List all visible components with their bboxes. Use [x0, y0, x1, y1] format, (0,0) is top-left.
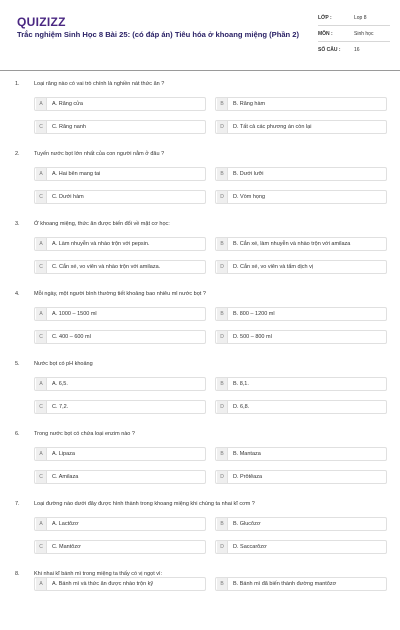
option-text: C. 7,2. [52, 404, 69, 410]
question-text: Trong nước bọt có chứa loại enzim nào ? [34, 431, 135, 437]
meta-label: LỚP : [318, 14, 332, 21]
meta-label: SỐ CÂU : [318, 46, 341, 53]
option-text: A. Lipaza [52, 451, 75, 457]
option-text: C. 400 – 600 ml [52, 334, 91, 340]
option-text: D. Saccarôzơ [233, 544, 267, 550]
option-letter: D [217, 261, 228, 273]
worksheet-title: Trắc nghiệm Sinh Học 8 Bài 25: (có đáp án) Tiêu hóa ở khoang miệng (Phần 2) [17, 30, 300, 39]
option-a[interactable] [34, 167, 206, 181]
question-item [0, 70, 400, 140]
option-text: D. 500 – 800 ml [233, 334, 272, 340]
question-list [0, 70, 400, 630]
option-letter: B [217, 448, 228, 460]
meta-value: Sinh học [354, 30, 374, 37]
option-text: C. Răng nanh [52, 124, 86, 130]
meta-row-count [318, 42, 390, 57]
option-d[interactable] [215, 120, 387, 134]
option-b[interactable] [215, 577, 387, 591]
option-letter: A [36, 168, 47, 180]
option-text: A. 6,5. [52, 381, 68, 387]
meta-label: MÔN : [318, 30, 333, 37]
option-a[interactable] [34, 577, 206, 591]
option-c[interactable] [34, 120, 206, 134]
option-letter: A [36, 308, 47, 320]
option-text: D. Prôtêaza [233, 474, 263, 480]
option-text: B. Bánh mì đã biến thành đường mantôzơ [233, 581, 337, 587]
option-letter: B [217, 378, 228, 390]
meta-value: Lop 8 [354, 14, 367, 21]
option-c[interactable] [34, 540, 206, 554]
quizizz-logo: QUIZIZZ [17, 15, 66, 29]
option-text: D. 6,8. [233, 404, 250, 410]
option-a[interactable] [34, 447, 206, 461]
option-a[interactable] [34, 307, 206, 321]
option-letter: B [217, 98, 228, 110]
question-text: Loại đường nào dưới đây được hình thành trong khoang miệng khi chúng ta nhai kĩ cơm ? [34, 501, 255, 507]
option-text: B. Dưới lưỡi [233, 171, 264, 177]
option-text: C. Cắn xé, vo viên và nhào trộn với amilaza. [52, 264, 161, 270]
option-letter: D [217, 471, 228, 483]
option-d[interactable] [215, 330, 387, 344]
option-text: B. 8,1. [233, 381, 249, 387]
option-letter: C [36, 471, 47, 483]
question-item [0, 210, 400, 280]
option-text: D. Cắn xé, vo viên và tẩm dịch vị [233, 264, 314, 270]
option-letter: A [36, 448, 47, 460]
option-b[interactable] [215, 307, 387, 321]
question-item [0, 280, 400, 350]
option-letter: B [217, 238, 228, 250]
option-b[interactable] [215, 377, 387, 391]
meta-row-subject [318, 26, 390, 42]
option-letter: C [36, 541, 47, 553]
question-number: 8. [15, 571, 20, 577]
option-text: A. Bánh mì và thức ăn được nhào trộn kỹ [52, 581, 154, 587]
question-number: 3. [15, 221, 20, 227]
meta-table [318, 10, 390, 57]
question-number: 5. [15, 361, 20, 367]
question-item [0, 420, 400, 490]
option-b[interactable] [215, 517, 387, 531]
option-letter: C [36, 121, 47, 133]
option-letter: B [217, 168, 228, 180]
option-letter: C [36, 261, 47, 273]
option-a[interactable] [34, 97, 206, 111]
question-item [0, 140, 400, 210]
option-text: B. Glucôzơ [233, 521, 261, 527]
question-text: Mỗi ngày, một người bình thường tiết khoảng bao nhiêu ml nước bọt ? [34, 291, 206, 297]
question-text: Ở khoang miệng, thức ăn được biến đổi về mặt cơ học: [34, 221, 170, 227]
option-letter: A [36, 238, 47, 250]
option-letter: D [217, 541, 228, 553]
option-letter: C [36, 191, 47, 203]
option-d[interactable] [215, 470, 387, 484]
option-a[interactable] [34, 237, 206, 251]
question-number: 4. [15, 291, 20, 297]
option-text: B. Cắn xé, làm nhuyễn và nhào trộn với amilaza [233, 241, 351, 247]
option-text: A. Hai bên mang tai [52, 171, 101, 177]
option-c[interactable] [34, 330, 206, 344]
option-d[interactable] [215, 260, 387, 274]
question-text: Loại răng nào có vai trò chính là nghiền nát thức ăn ? [34, 81, 165, 87]
option-b[interactable] [215, 97, 387, 111]
question-text: Tuyến nước bọt lớn nhất của con người nằm ở đâu ? [34, 151, 165, 157]
option-d[interactable] [215, 190, 387, 204]
option-letter: D [217, 191, 228, 203]
option-letter: B [217, 518, 228, 530]
option-text: D. Vòm họng [233, 194, 266, 200]
option-d[interactable] [215, 400, 387, 414]
option-text: C. Mantôzơ [52, 544, 81, 550]
option-letter: C [36, 331, 47, 343]
option-text: A. Răng cửa [52, 101, 83, 107]
option-letter: A [36, 578, 47, 590]
option-letter: C [36, 401, 47, 413]
meta-row-grade [318, 10, 390, 26]
option-letter: B [217, 578, 228, 590]
option-c[interactable] [34, 400, 206, 414]
question-text: Khi nhai kĩ bánh mì trong miệng ta thấy có vị ngọt vì: [34, 571, 163, 577]
option-letter: D [217, 121, 228, 133]
worksheet-header [0, 0, 400, 71]
question-item [0, 490, 400, 560]
question-number: 2. [15, 151, 20, 157]
option-a[interactable] [34, 377, 206, 391]
question-item [0, 560, 400, 630]
option-a[interactable] [34, 517, 206, 531]
option-text: D. Tất cả các phương án còn lại [233, 124, 312, 130]
option-b[interactable] [215, 447, 387, 461]
option-letter: A [36, 518, 47, 530]
option-letter: A [36, 378, 47, 390]
option-c[interactable] [34, 260, 206, 274]
option-text: A. Làm nhuyễn và nhào trộn với pepsin. [52, 241, 150, 247]
question-number: 6. [15, 431, 20, 437]
option-c[interactable] [34, 190, 206, 204]
option-b[interactable] [215, 237, 387, 251]
option-letter: A [36, 98, 47, 110]
option-text: B. 800 – 1200 ml [233, 311, 275, 317]
question-item [0, 350, 400, 420]
option-letter: D [217, 331, 228, 343]
question-number: 1. [15, 81, 20, 87]
option-b[interactable] [215, 167, 387, 181]
question-text: Nước bọt có pH khoảng [34, 361, 93, 367]
option-text: C. Amilaza [52, 474, 79, 480]
option-text: A. 1000 – 1500 ml [52, 311, 97, 317]
option-letter: D [217, 401, 228, 413]
option-c[interactable] [34, 470, 206, 484]
option-letter: B [217, 308, 228, 320]
meta-value: 16 [354, 46, 360, 53]
option-text: B. Mantaza [233, 451, 261, 457]
question-number: 7. [15, 501, 20, 507]
option-text: C. Dưới hàm [52, 194, 84, 200]
option-d[interactable] [215, 540, 387, 554]
option-text: B. Răng hàm [233, 101, 266, 107]
option-text: A. Lactôzơ [52, 521, 79, 527]
